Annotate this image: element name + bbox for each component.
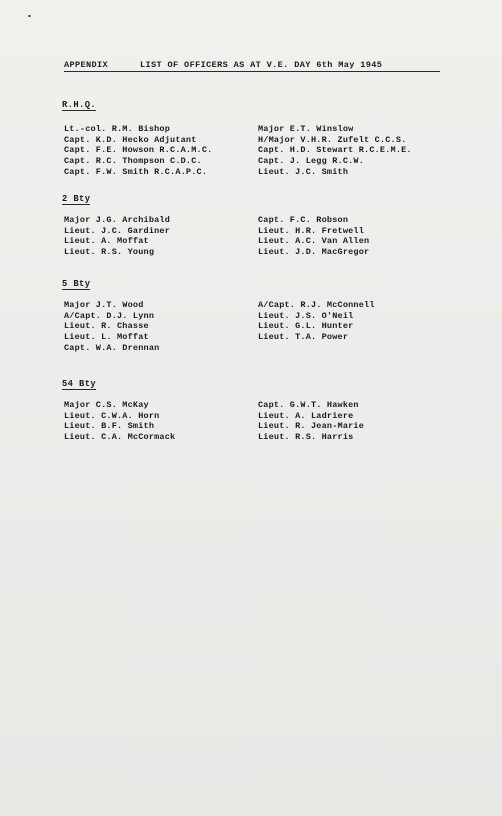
officer-list-right [258,300,375,343]
officer-list-right [258,215,369,258]
officer-entry: H/Major V.H.R. Zufelt C.C.S. [258,134,407,145]
officer-columns [62,400,462,460]
officer-entry: Major E.T. Winslow [258,124,354,134]
officer-entry: Capt. H.D. Stewart R.C.E.M.E. [258,145,412,156]
officer-entry: A/Capt. R.J. McConnell [258,300,375,310]
officer-columns [62,300,462,360]
officer-entry: Lieut. L. Moffat [64,332,149,343]
officer-entry: Lieut. C.A. McCormack [64,432,176,443]
document-heading [64,60,440,72]
officer-entry: Lt.-col. R.M. Bishop [64,124,171,134]
officer-list-left [64,400,175,443]
section-54-bty [62,373,462,460]
officer-entry: Lieut. T.A. Power [258,332,349,343]
officer-entry: Capt. K.D. Hecko Adjutant [64,134,197,145]
section-rhq [62,94,462,184]
officer-columns [62,124,462,184]
section-5-bty [62,273,462,360]
officer-list-right [258,124,412,177]
officer-entry: Lieut. R. Chasse [64,321,149,332]
officer-entry: Capt. F.C. Robson [258,215,349,225]
officer-entry: Capt. W.A. Drennan [64,342,160,353]
officer-entry: Major J.G. Archibald [64,215,171,225]
officer-list-left [64,124,212,177]
officer-entry: Lieut. B.F. Smith [64,421,155,432]
officer-entry: Lieut. A. Ladriere [258,410,354,421]
officer-entry: Capt. R.C. Thompson C.D.C. [64,156,202,167]
officer-entry: Lieut. J.S. O'Neil [258,310,354,321]
officer-columns [62,215,462,275]
officer-entry: Major J.T. Wood [64,300,144,310]
officer-list-left [64,215,170,258]
officer-entry: Capt. G.W.T. Hawken [258,400,359,410]
officer-entry: Lieut. R.S. Harris [258,432,354,443]
appendix-label: APPENDIX [64,60,109,70]
heading-title: LIST OF OFFICERS AS AT V.E. DAY 6th May 1945 [140,60,383,70]
paper-speck [28,15,31,17]
officer-list-left [64,300,159,353]
officer-entry: A/Capt. D.J. Lynn [64,310,155,321]
officer-entry: Lieut. A. Moffat [64,236,149,247]
officer-entry: Capt. J. Legg R.C.W. [258,156,365,167]
officer-entry: Lieut. R.S. Young [64,247,155,258]
officer-list-right [258,400,364,443]
officer-entry: Lieut. J.D. MacGregor [258,247,370,258]
officer-entry: Lieut. J.C. Smith [258,166,349,177]
officer-entry: Lieut. G.L. Hunter [258,321,354,332]
section-title: 54 Bty [62,379,97,389]
section-title: R.H.Q. [62,100,97,110]
officer-entry: Capt. F.W. Smith R.C.A.P.C. [64,166,208,177]
officer-entry: Lieut. R. Jean-Marie [258,421,365,432]
section-title: 2 Bty [62,194,91,204]
officer-entry: Lieut. A.C. Van Allen [258,236,370,247]
section-title: 5 Bty [62,279,91,289]
officer-entry: Lieut. J.C. Gardiner [64,225,171,236]
officer-entry: Capt. F.E. Howson R.C.A.M.C. [64,145,213,156]
officer-entry: Lieut. H.R. Fretwell [258,225,365,236]
officer-entry: Major C.S. McKay [64,400,149,410]
officer-entry: Lieut. C.W.A. Horn [64,410,160,421]
section-2-bty [62,188,462,275]
